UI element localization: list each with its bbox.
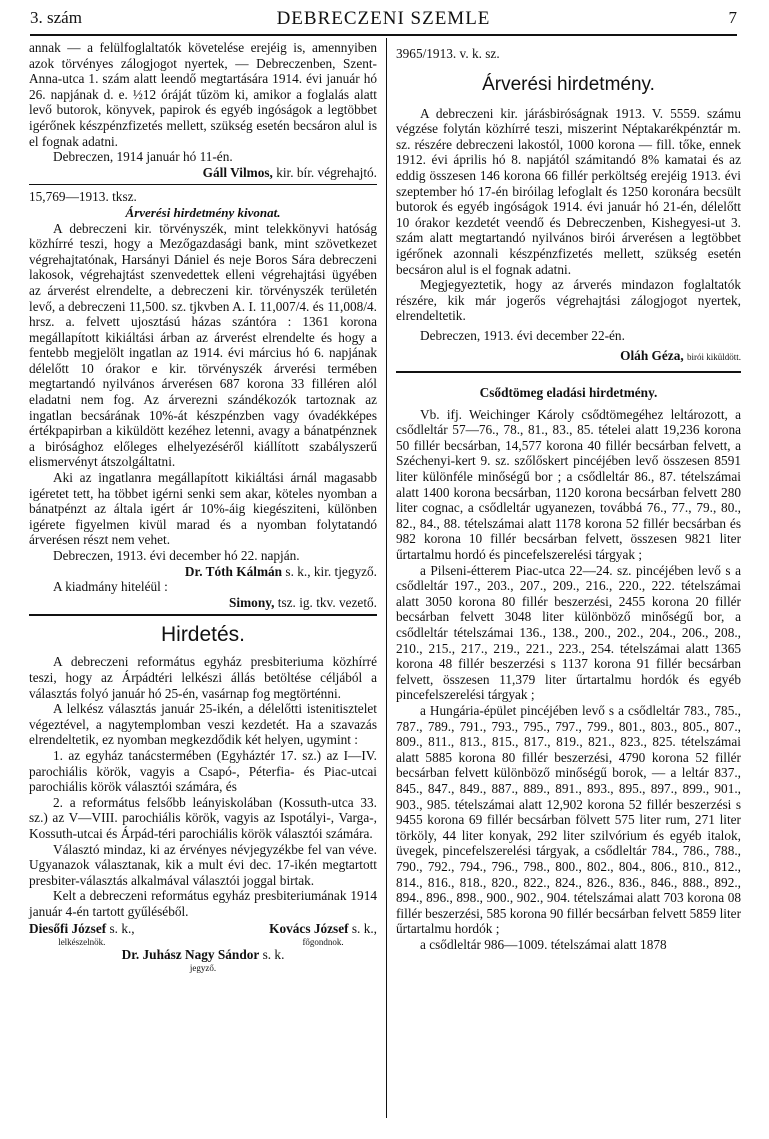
signature-name: Dr. Tóth Kálmán: [184, 563, 283, 579]
signature-role: főgondnok.: [302, 937, 344, 948]
hirdetes-p4: 2. a református felsőbb leányiskolában (Kossuth-utca 33. sz.) az V—VIII. parochiális körök, vagyis az Ispotályi-, Varga-, Kossuth-utcai és Árpád-téri parochiális körök választói számára.: [29, 794, 377, 841]
signature-block: [29, 921, 135, 947]
auction-extract-date: Debreczen, 1913. évi december hó 22. napján.: [53, 548, 300, 563]
signature-block: [269, 921, 377, 947]
hirdetes-p5: Választó mindaz, ki az érvényes névjegyzékbe fel van véve. Ugyanazok választanak, kik a mult évi dec. 17-ikén megtartott presbiter-választás alkalmával választói joggal birtak.: [29, 841, 377, 888]
signature-role: tsz. ig. tkv. vezető.: [277, 594, 377, 610]
signature-sk: s. k.,: [351, 921, 377, 937]
hirdetes-title: Hirdetés.: [160, 623, 246, 647]
continued-signature: [29, 165, 377, 181]
bankruptcy-title: Csődtömeg eladási hirdetmény.: [479, 385, 658, 401]
hirdetes-signatures: [29, 921, 377, 947]
signature-sk: s. k.,: [109, 921, 135, 937]
auction-date: Debreczen, 1913. évi december 22-én.: [420, 327, 625, 343]
signature-name: Simony,: [229, 594, 275, 610]
signature-role: lelkészelnök.: [58, 937, 106, 948]
newspaper-title: DEBRECZENI SZEMLE: [276, 8, 491, 29]
signature-name: Gáll Vilmos,: [202, 164, 273, 180]
signature-role: jegyző.: [189, 962, 217, 973]
signature-name: Dr. Juhász Nagy Sándor: [121, 947, 260, 963]
section-rule: [29, 184, 377, 185]
bankruptcy-p4: a csődleltár 986—1009. tételszámai alatt 1878: [420, 936, 667, 952]
hirdetes-p1: A debreczeni református egyház presbiteriuma közhírré teszi, hogy az Árpádtéri lelkészi állás betöltése céljából a választás folyó január hó 25-én, vasárnap fog megtörténni.: [29, 654, 377, 701]
auction-extract-signature: [29, 564, 377, 580]
signature-name: Kovács József: [269, 921, 349, 937]
signature-role: s. k., kir. tjegyző.: [285, 563, 377, 579]
page-header: [30, 4, 737, 32]
hirdetes-p3: 1. az egyház tanácstermében (Egyháztér 17. sz.) az I—IV. parochiális körök, vagyis a Csapó-, Péterfia- és Piac-utcai parochiális körök választói számára, és: [29, 747, 377, 795]
continued-notice: annak — a felülfoglaltatók követelése erejéig is, amennyiben azok törvényes zálogjogot nyertek, — Debreczenben, Szent-Anna-utca 1. szám alatt leendő megtartására 1914. évi január hó 26. napjának d. e. ½12 óráját tűzöm ki, amikor a foglalás alatt levő butorok, könyvek, papirok és egyéb ingóságok a legtöbbet igérőnek készpénzfizetés mellett, szükség esetén becsáron alul is el fognak adatni.: [29, 40, 377, 149]
page-number: 7: [728, 8, 737, 27]
issue-number: 3. szám: [30, 8, 82, 27]
auction-extract-title: Árverési hirdetmény kivonat.: [125, 204, 281, 220]
signature-sk: s. k.: [262, 947, 285, 963]
hirdetes-p2: A lelkész választás január 25-ikén, a délelőtti istenitisztelet végeztével, a nagytemplomban veszi kezdetét. Ha a szavazás elrendeltetik, ez nyomban megkezdődik két helyen, ugymint :: [29, 701, 377, 748]
auction-ref: 15,769—1913. tksz.: [29, 189, 137, 205]
left-column: [29, 40, 377, 973]
auction-body: A debreczeni kir. járásbiróságnak 1913. V. 5559. számu végzése folytán közhírré teszi, miszerint Néptakarékpénztár m. sz. részére debreczeni lakostól, 1000 korona — fill. tőke, ennek 1912. évi április hó 8. napjától számitandó 8% kamatai és az eddig összesen 146 korona 66 fillér perköltség erejéig 1913. évi szeptember hó 17-én biróilag lefoglalt és 1250 koronára becsült butorok és egyéb ingóságok 1914. évi január hó 21-én, délelőtt 10 órakor kezdetét veendő és Debreczenben, Kishegyesi-ut 3. szám alatt megtartandó nyilvános birói árverésen a legtöbbet igérőnek azonnali készpénzfizetés mellett, szükség esetén becsáron alul is el fognak adatni.: [396, 105, 741, 277]
kiadmany-line: A kiadmány hiteléül :: [53, 579, 168, 595]
signature-name: Oláh Géza,: [620, 347, 684, 363]
auction-extract-body-2: Aki az ingatlanra megállapított kikiáltási árnál magasabb igéretet tett, ha többet igérni senki sem akar, köteles nyomban a bánatpénzt az általa igért ár 10%-áig kiegésziteni, különben igérete figyelmen kivül marad és a nyomban folytatandó árverésen részt nem vehet.: [29, 470, 377, 548]
kiadmany-signature: [29, 595, 377, 611]
auction-ref: 3965/1913. v. k. sz.: [396, 46, 500, 61]
continued-date: Debreczen, 1914 január hó 11-én.: [53, 149, 233, 165]
auction-signature: [396, 348, 741, 364]
signature-block: [29, 947, 377, 973]
signature-role: kir. bír. végrehajtó.: [276, 164, 377, 180]
auction-extract-body: A debreczeni kir. törvényszék, mint telekkönyvi hatóság közhírré teszi, hogy a Mezőgazdasági bank, mint szövetkezet végrehajtatónak, Harsányi Dániel és neje Boros Sára debreczeni lakosok, végrehajtást szenvedettek elleni végrehajtási ügyében az árverést elrendelte, a debreczeni kir. törvényszék területén levő, a debreczeni 11,500. sz. tjkvben A. I. 11,007/4. és 11,008/4. hrsz. a. felvett ujosztású házas szántóra : 1361 korona megállapított kikiáltási árban az árverést elrendelte és hogy a fentebb megjelölt ingatlan az 1914. évi március hó 6. napjának délelőtt 10 órakor e kir. törvényszék árverési termében megtartandó nyilvános árverésen 687 korona 33 filléren alól eladatni nem fog. Az árverezni szándékozók tartoznak az ingatlan becsárának 10%-át készpénzben vagy óvadékképes értékpapirban a kiküldött kezéhez letenni, avagy a bánatpénznek a birósághoz előleges elhelyezéséről kiállított szabályszerű elismervényt átszolgáltatni.: [29, 220, 377, 470]
right-column: [396, 40, 741, 952]
signature-name: Diesőfi József: [29, 921, 107, 937]
signature-role: birói kiküldött.: [687, 351, 741, 362]
header-rule: [30, 34, 737, 36]
section-rule: [396, 371, 741, 373]
bankruptcy-p1: Vb. ifj. Weichinger Károly csődtömegéhez leltározott, a csődleltár 57—76., 78., 81., 83., 85. tételei alatt 19,236 korona 50 fillér becsárban, 14,577 korona 40 fillér becsárban felvett, a Széchenyi-kert 9. sz. szőlőskert pincéjében levő összesen 8591 liter különféle minőségű bor ; a csődleltár 86., 87. tételszámai alatt 1400 korona becsárban, 1120 korona becsárban felvett 280 liter cognac, a csődleltár ugyanezen, továbbá 76., 77., 79., 80., 82., 84., 88. tételszámai alatt 1178 korona 52 fillér becsárban és 982 korona 10 fillér becsárban felvett, összesen 9821 liter űrtartalmu hordó és pincefelszerelési tárgyak ;: [396, 406, 741, 563]
auction-title: Árverési hirdetmény.: [482, 73, 655, 95]
auction-body-2: Megjegyeztetik, hogy az árverés mindazon foglaltatók részére, kik már jogerős végrehajtási zálogjogot nyertek, elrendeltetik.: [396, 277, 741, 324]
section-rule: [29, 614, 377, 616]
bankruptcy-p2: a Pilseni-étterem Piac-utca 22—24. sz. pincéjében levő s a csődleltár 197., 203., 207., 209., 216., 220., 222. tételszámai alatt 3050 korona 80 fillér beszerzési, 2455 korona 20 fillér becsárban felvett 3048 liter különböző minőségű bor, a csődleltár tételszámai 136., 138., 200., 202., 204., 206., 208., 210., 215., 217., 219., 221., 223., 254. tételszámai alatt 1365 korona 48 fillér beszerzési s 1137 korona 91 fillér becsárban felvett, összesen 11,379 liter űrtartalmu hordók és egyéb pincefelszerelési tárgyak ;: [396, 562, 741, 703]
bankruptcy-p3: a Hungária-épület pincéjében levő s a csődleltár 783., 785., 787., 789., 791., 793., 795., 797., 799., 801., 803., 805., 807., 809., 811., 813., 815., 817., 819., 821., 823., 825. tételszámai alatt 5885 korona 80 fillér beszerzési, 4790 korona 52 fillér becsárban felvett különböző minőségű borok, — a leltár 837., 845., 847., 849., 887., 889., 891., 893., 895., 897., 899., 901., 903., 985. tételszámai alatt 12,902 korona 52 fillér beszerzési s 9455 korona 69 fillér becsárban fölvett 575 liter rum, 271 liter törköly, 44 liter konyak, 292 liter szilvórium és egyéb italok, üvegek, pincefelszerelési tárgyak, a csődleltár 784., 786., 788., 790., 792., 794., 796., 798., 800., 802., 804., 806., 810., 812., 814., 816., 818., 820., 822., 824., 826., 836., 846., 888., 892., 894., 896., 898., 900., 902., 904. tételszámai alatt 703 korona 08 fillér beszerzési, 585 korona 90 fillér becsárban felvett 5859 liter űrtartalmu hordók ;: [396, 702, 741, 937]
column-divider: [386, 38, 387, 1118]
hirdetes-p6: Kelt a debreczeni református egyház presbiteriumának 1914 január 4-én tartott gyűléséből.: [29, 888, 377, 919]
